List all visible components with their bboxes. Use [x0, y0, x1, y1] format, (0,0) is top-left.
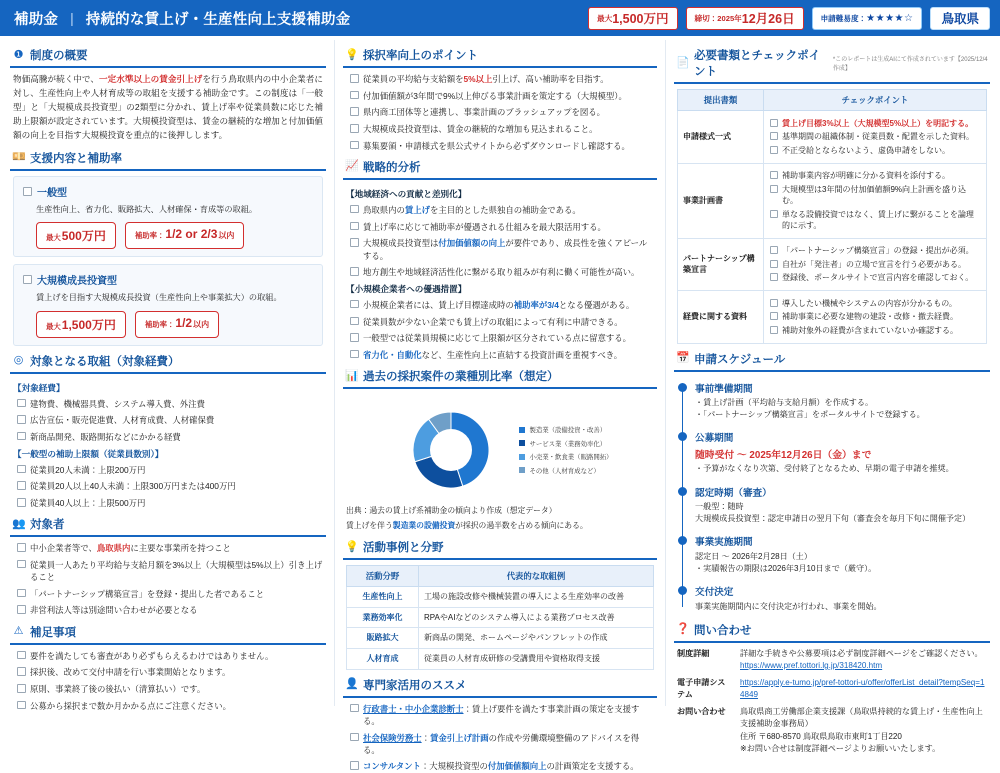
- list-item: [13, 559, 323, 583]
- checkpoint-post: を明記する。: [925, 118, 974, 128]
- step-line: 大規模成長投資型：認定申請日の翌月下旬（審査会を毎月下旬に開催予定）: [695, 514, 971, 524]
- item-pre: 鳥取県内の: [363, 204, 405, 215]
- type-rate-value: 1/2 or 2/3: [165, 227, 218, 242]
- list-item: 建物費、機械器具費、システム導入費、外注費: [13, 398, 323, 410]
- cell-doc: 経費に関する資料: [678, 291, 764, 344]
- type-amount-value: 1,500万円: [61, 317, 116, 332]
- checkpoint-item: 基準期間の組織体制・従業員数・配置を示した資料。: [769, 131, 981, 142]
- checkpoint-item: 登録後、ポータルサイトで宣言内容を確認しておく。: [769, 272, 981, 283]
- list-item: 従業員20人未満：上限200万円: [13, 464, 323, 476]
- notes-header: [10, 624, 326, 645]
- list-item: 原則、事業終了後の後払い（清算払い）です。: [13, 683, 323, 695]
- step-line: ・予算がなくなり次第、受付終了となるため、早期の電子申請を推奨。: [695, 464, 954, 474]
- difficulty-label: 申請難易度：: [820, 13, 867, 23]
- type-rate-value: 1/2: [175, 315, 193, 330]
- type-rate-suffix: 以内: [193, 319, 210, 329]
- examples-table: [346, 565, 654, 669]
- middle-column: [334, 40, 666, 772]
- legend-item: [519, 466, 612, 475]
- program-detail-link[interactable]: https://www.pref.tottori.lg.jp/318420.htm: [740, 660, 883, 670]
- item-post: に主要な事業所を持つこと: [130, 543, 231, 554]
- checkpoint-item: 補助対象外の経費が含まれていないか確認する。: [769, 325, 981, 336]
- table-header-row: [347, 566, 654, 587]
- section-strategy: [343, 159, 657, 361]
- ai-generated-note: *このレポートは生成AIにて作成されています【2025/12/4作成】: [832, 57, 988, 72]
- list-item: [346, 349, 654, 361]
- list-item: 一般型では従業員規模に応じて上限額が区分されている点に留意する。: [346, 332, 654, 344]
- strategy-sub-2: 【小規模企業者への優遇措置】: [346, 283, 467, 294]
- type-rate-badge: [125, 222, 245, 249]
- examples-title: 活動事例と分野: [363, 542, 444, 555]
- support-type-card: [13, 264, 323, 345]
- support-body: [10, 171, 326, 346]
- list-item: 付加価値額が3年間で9%以上伸びる事業計画を策定する（大規模型）。: [346, 90, 654, 102]
- cell-field: 販路拡大: [347, 628, 419, 649]
- support-type-card: [13, 176, 323, 257]
- col-example: 代表的な取組例: [419, 566, 654, 587]
- type-name: 大規模成長投資型: [23, 272, 313, 287]
- item-post: 引上げ、高い補助率を目指す。: [492, 74, 609, 84]
- type-rate-label: 補助率：: [144, 319, 175, 329]
- targets-header: [10, 516, 326, 537]
- item-pre: 「パートナーシップ構築宣言」を登録・提出した者であること: [30, 588, 265, 599]
- cell-points: [764, 163, 987, 238]
- deadline-prefix: 締切：: [694, 13, 718, 23]
- schedule-header: [674, 351, 990, 372]
- list-item: 公募から採択まで数か月かかる点にご注意ください。: [13, 700, 323, 712]
- chart-source-1: 出典：過去の賃上げ系補助金の傾向より作成（想定データ）: [346, 506, 557, 516]
- item-post: の計画策定を支援する。: [546, 761, 639, 772]
- timeline-step: [695, 430, 987, 475]
- documents-title: 必要書類とチェックポイント: [694, 50, 821, 78]
- step-highlight: 随時受付 ～ 2025年12月26日（金）まで: [695, 449, 872, 461]
- cell-example: 新商品の開発、ホームページやパンフレットの作成: [419, 628, 654, 649]
- expert-role: 社会保険労務士: [363, 732, 422, 743]
- tips-header: [343, 47, 657, 68]
- item-highlight: 省力化・自動化: [363, 349, 422, 360]
- item-highlight: 賃上げ: [404, 204, 430, 215]
- list-item: [346, 73, 654, 85]
- list-item: 賃上げ率に応じて補助率が優遇される仕組みを最大限活用する。: [346, 221, 654, 233]
- checkpoint-item: 補助事業内容が明確に分かる資料を添付する。: [769, 170, 981, 181]
- list-item: [13, 604, 323, 616]
- legend-item: [519, 439, 612, 448]
- legend-label: 小売業・飲食業（販路開拓）: [529, 454, 613, 462]
- checkpoint-list: [769, 118, 981, 157]
- type-amount-badge: [36, 222, 116, 249]
- legend-swatch: [519, 467, 525, 473]
- contact-title: 問い合わせ: [694, 624, 752, 637]
- checkpoint-item: 自社が「発注者」の立場で宣言を行う必要がある。: [769, 259, 981, 270]
- cell-field: 人材育成: [347, 649, 419, 670]
- item-pre: 中小企業者等で、: [30, 543, 97, 554]
- support-header: [10, 150, 326, 171]
- table-row: [347, 607, 654, 628]
- type-desc: 賃上げを目指す大規模成長投資（生産性向上や事業拡大）の取組。: [36, 293, 282, 303]
- documents-header: [674, 47, 990, 84]
- step-line: ・賃上げ計画（平均給与支給月額）を作成する。: [695, 398, 874, 408]
- contact-footer: ※お問い合せは制度詳細ページよりお願いいたします。: [740, 743, 941, 753]
- timeline-step: [695, 485, 987, 526]
- e-application-link[interactable]: https://apply.e-tumo.jp/pref-tottori-u/offer/offerList_detail?tempSeq=14849: [740, 678, 985, 700]
- page-title: 持続的な賃上げ・生産性向上支援補助金: [85, 11, 351, 28]
- item-highlight: 付加価値額向上: [487, 761, 547, 772]
- difficulty-chip: [812, 7, 923, 30]
- contact-row: [677, 648, 987, 672]
- checkpoint-item: 大規模型は3年間の付加価値額9%向上計画を盛り込む。: [769, 184, 981, 206]
- item-post: を主目的とした県独自の補助金である。: [430, 204, 581, 215]
- cell-doc: パートナーシップ構築宣言: [678, 238, 764, 291]
- cell-doc: 申請様式一式: [678, 111, 764, 164]
- contact-office: 鳥取県商工労働部企業支援課（鳥取県持続的な賃上げ・生産性向上支援補助金事務局）: [740, 707, 983, 729]
- contact-row: [677, 677, 987, 701]
- support-title: 支援内容と補助率: [30, 152, 122, 165]
- deadline-chip: [686, 7, 804, 30]
- chart-legend: [519, 425, 612, 475]
- item-post: となる優遇がある。: [558, 299, 635, 310]
- item-highlight: 5%以上: [463, 74, 493, 84]
- checkpoint-item: 「パートナーシップ構築宣言」の登録・提出が必須。: [769, 245, 981, 256]
- legend-swatch: [519, 427, 525, 433]
- targets-title: 対象者: [30, 519, 65, 532]
- list-item: 募集要領・申請様式を県公式サイトから必ずダウンロードし確認する。: [346, 140, 654, 152]
- overview-title: 制度の概要: [30, 50, 88, 62]
- table-header-row: [678, 90, 987, 111]
- list-item: 採択後、改めて交付申請を行い事業開始となります。: [13, 666, 323, 678]
- table-row: [678, 291, 987, 344]
- money-icon: 💴: [12, 151, 26, 164]
- strategy-header: [343, 159, 657, 180]
- cell-points: [764, 111, 987, 164]
- item-post: の作成や労働環境整備のアドバイスを得る。: [363, 732, 640, 755]
- donut-chart: [346, 394, 654, 502]
- checkpoint-list: [769, 245, 981, 284]
- list-item: [346, 703, 654, 727]
- prefecture-name: 鳥取県: [941, 12, 979, 26]
- overview-highlight: 一定水準以上の賃金引上げ: [98, 74, 203, 84]
- strategy-list-1: [346, 204, 654, 278]
- list-item: 広告宣伝・販売促進費、人材育成費、人材確保費: [13, 414, 323, 426]
- legend-swatch: [519, 454, 525, 460]
- document-icon: 📄: [676, 56, 690, 69]
- cell-field: 生産性向上: [347, 587, 419, 608]
- contact-header: [674, 622, 990, 643]
- contact-value: [740, 677, 987, 701]
- item-sep: ：: [421, 732, 430, 743]
- contact-value: [740, 706, 987, 755]
- type-badges: [23, 222, 313, 249]
- list-item: 従業員40人以上：上限500万円: [13, 497, 323, 509]
- section-eligible: [10, 353, 326, 510]
- eligible-title: 対象となる取組（対象経費）: [30, 355, 180, 368]
- contact-row: [677, 706, 987, 755]
- contact-value: [740, 648, 987, 672]
- cell-points: [764, 238, 987, 291]
- cell-example: 工場の施設改修や機械装置の導入による生産効率の改善: [419, 587, 654, 608]
- max-amount-chip: [588, 7, 677, 30]
- experts-title: 専門家活用のススメ: [363, 679, 467, 692]
- timeline-step: [695, 534, 987, 575]
- section-tips: [343, 47, 657, 152]
- step-line: 認定日 ～ 2026年2月28日（土）: [695, 551, 812, 561]
- checkpoint-highlight: 賃上げ目標3%以上（大規模型5%以上）: [782, 118, 926, 128]
- type-badges: [23, 311, 313, 338]
- table-row: [347, 587, 654, 608]
- list-item: 要件を満たしても審査があり必ずもらえるわけではありません。: [13, 650, 323, 662]
- prefecture-chip: [930, 7, 990, 30]
- type-rate-label: 補助率：: [134, 231, 165, 241]
- step-line: 事業実施期間内に交付決定が行われ、事業を開始。: [695, 601, 882, 611]
- overview-paragraph: [13, 73, 323, 143]
- overview-header: [10, 47, 326, 68]
- max-amount-value: 1,500万円: [612, 12, 669, 26]
- type-name: 一般型: [23, 184, 313, 199]
- target-icon: ◎: [13, 354, 24, 367]
- item-sep: ：: [420, 761, 430, 772]
- checkpoint-list: [769, 170, 981, 231]
- type-rate-badge: [135, 311, 219, 338]
- table-row: [678, 163, 987, 238]
- section-examples: [343, 539, 657, 669]
- list-item: 従業員数が少ない企業でも賃上げの取組によって有利に申請できる。: [346, 316, 654, 328]
- targets-list: [13, 542, 323, 616]
- tips-body: [343, 68, 657, 152]
- timeline-step: [695, 584, 987, 613]
- source-pre: 賃上げを伴う: [346, 521, 393, 531]
- content-columns: [0, 36, 1000, 772]
- documents-table: [677, 89, 987, 344]
- item-post: が要件であり、成長性を強くアピールする。: [363, 238, 648, 261]
- overview-text-2: を行う鳥取県内の中小企業者に対し、生産性向上や人材育成等の取組を支援する補助金です。この制度は「一般型」と「大規模成長投資型」の2類型に分かれ、賃上げ率や従業員数に応じた補助上限額が設定されています。大規模投資型は、賃金の継続的な増加と付加価値額の向上を目指す大規模投資を重点的に後押しします。: [13, 74, 323, 140]
- table-row: [347, 628, 654, 649]
- type-amount-value: 500万円: [61, 229, 106, 244]
- contact-address: 住所 〒680-8570 鳥取県鳥取市東町1丁目220: [740, 731, 902, 741]
- notes-list: [13, 650, 323, 712]
- list-item: [346, 237, 654, 261]
- timeline-step: [695, 381, 987, 422]
- chart-title: 過去の採択案件の業種別比率（想定）: [363, 371, 559, 384]
- table-row: [347, 649, 654, 670]
- schedule-timeline: [677, 381, 987, 613]
- strategy-list-2: [346, 299, 654, 361]
- legend-item: [519, 425, 612, 434]
- checkpoint-item: 単なる設備投資ではなく、賃上げに繋がることを論理的に示す。: [769, 209, 981, 231]
- max-amount-prefix: 最大: [597, 13, 613, 23]
- left-column: [2, 40, 334, 711]
- overview-body: [10, 68, 326, 143]
- list-item: [13, 542, 323, 554]
- header-separator: |: [70, 10, 74, 26]
- chart-body: [343, 389, 657, 532]
- examples-header: [343, 539, 657, 560]
- step-title: 事前準備期間: [695, 383, 753, 395]
- list-item: [346, 732, 654, 756]
- step-line: 一般型：随時: [695, 502, 744, 512]
- legend-swatch: [519, 440, 525, 446]
- chart-donut-icon: 📊: [345, 369, 359, 382]
- step-line: ・実績報告の期限は2026年3月10日まで（厳守）。: [695, 563, 877, 573]
- legend-label: サービス業（業務効率化）: [529, 440, 607, 448]
- bulb-field-icon: 💡: [345, 540, 359, 553]
- legend-item: [519, 452, 612, 461]
- question-icon: ❓: [676, 623, 690, 636]
- experts-header: [343, 677, 657, 698]
- col-doc: 提出書類: [678, 90, 764, 111]
- section-experts: [343, 677, 657, 773]
- deadline-year: 2025年: [717, 13, 742, 23]
- checkpoint-item: [769, 118, 981, 129]
- item-sep: ：: [463, 703, 472, 714]
- section-overview: [10, 47, 326, 143]
- contact-label: 制度詳細: [677, 648, 710, 658]
- eligible-header: [10, 353, 326, 374]
- contact-label: 電子申請システム: [677, 678, 726, 700]
- item-post: など、生産性向上に直結する投資計画を重視すべき。: [421, 349, 623, 360]
- schedule-title: 申請スケジュール: [694, 353, 786, 366]
- item-pre: 非営利法人等は別途問い合わせが必要となる: [30, 605, 198, 616]
- item-pre: 大規模成長投資型は: [363, 238, 439, 249]
- eligible-list-2: [13, 464, 323, 510]
- chart-line-icon: 📈: [345, 160, 359, 173]
- step-title: 交付決定: [695, 587, 734, 599]
- list-item: 新商品開発、販路開拓などにかかる経費: [13, 431, 323, 443]
- notes-title: 補足事項: [30, 626, 76, 639]
- chart-header: [343, 368, 657, 389]
- cell-doc: 事業計画書: [678, 163, 764, 238]
- eligible-body: [10, 374, 326, 510]
- list-item: 県内商工団体等と連携し、事業計画のブラッシュアップを図る。: [346, 106, 654, 118]
- contact-text: 詳細な手続きや公募要項は必ず制度詳細ページをご確認ください。: [740, 648, 983, 658]
- legend-label: 製造業（設備投資・改善）: [529, 427, 607, 435]
- tips-list: [346, 73, 654, 152]
- tips-title: 採択率向上のポイント: [363, 50, 478, 62]
- section-notes: [10, 624, 326, 712]
- section-documents: [674, 47, 990, 344]
- page-header: [0, 0, 1000, 36]
- col-points: チェックポイント: [764, 90, 987, 111]
- expert-role: 行政書士・中小企業診断士: [363, 703, 464, 714]
- experts-body: [343, 698, 657, 773]
- notes-body: [10, 645, 326, 712]
- experts-list: [346, 703, 654, 773]
- warning-icon: ⚠: [13, 625, 24, 638]
- item-pre: 従業員一人あたり平均給与支給月額を3%以上（大規模型は5%以上）引き上げること: [30, 559, 323, 583]
- type-amount-badge: [36, 311, 126, 338]
- schedule-body: [674, 372, 990, 613]
- section-targets: [10, 516, 326, 616]
- item-highlight: 補助率が3/4: [513, 299, 559, 310]
- list-item: 大規模成長投資型は、賃金の継続的な増加も見込まれること。: [346, 123, 654, 135]
- list-item: [346, 204, 654, 216]
- item-pre: 賃上げ要件を満たす事業計画の策定を支援する。: [363, 703, 640, 726]
- step-line: ・「パートナーシップ構築宣言」をポータルサイトで登録する。: [695, 410, 925, 420]
- col-field: 活動分野: [347, 566, 419, 587]
- list-item: [13, 588, 323, 600]
- list-item: [346, 760, 654, 772]
- overview-text-1: 物価高騰が続く中で、: [13, 74, 99, 84]
- difficulty-stars: ★★★★☆: [866, 12, 914, 24]
- person-icon: 👤: [345, 678, 359, 691]
- step-title: 事業実施期間: [695, 537, 753, 549]
- info-icon: ❶: [13, 48, 24, 61]
- section-chart: [343, 368, 657, 532]
- checkpoint-item: 導入したい機械やシステムの内容が分かるもの。: [769, 298, 981, 309]
- type-amount-prefix: 最大: [46, 321, 61, 331]
- calendar-icon: 📅: [676, 352, 690, 365]
- item-highlight: 付加価値額の向上: [438, 238, 506, 249]
- donut-svg: [387, 400, 515, 500]
- chart-source-2: [346, 520, 654, 532]
- item-pre: 従業員の平均給与支給額を: [363, 74, 464, 84]
- item-highlight: 鳥取県内: [96, 543, 131, 554]
- step-title: 公募期間: [695, 433, 734, 445]
- cell-example: RPAやAIなどのシステム導入による業務プロセス改善: [419, 607, 654, 628]
- type-desc: 生産性向上、省力化、販路拡大、人材確保・育成等の取組。: [36, 204, 258, 214]
- list-item: 従業員20人以上40人未満：上限300万円または400万円: [13, 480, 323, 492]
- contact-label: お問い合わせ: [677, 707, 726, 717]
- cell-points: [764, 291, 987, 344]
- table-row: [678, 111, 987, 164]
- examples-body: [343, 560, 657, 669]
- legend-label: その他（人材育成など）: [529, 467, 600, 475]
- documents-body: [674, 84, 990, 344]
- expert-role: コンサルタント: [363, 761, 421, 772]
- table-row: [678, 238, 987, 291]
- checkpoint-item: 不正受給とならないよう、虚偽申請をしない。: [769, 145, 981, 156]
- step-title: 認定時期（審査）: [695, 487, 772, 499]
- deadline-value: 12月26日: [741, 12, 795, 26]
- eligible-sub-2: 【一般型の補助上限額（従業員数別）】: [13, 448, 164, 459]
- strategy-title: 戦略的分析: [363, 161, 421, 174]
- right-column: [666, 40, 998, 753]
- targets-body: [10, 537, 326, 616]
- eligible-sub-1: 【対象経費】: [13, 382, 65, 393]
- item-highlight: 賃金引上げ計画: [430, 732, 489, 743]
- contact-body: [674, 643, 990, 755]
- item-pre: 小規模企業者には、賃上げ目標達成時の: [363, 299, 514, 310]
- strategy-sub-1: 【地域経済への貢献と差別化】: [346, 188, 467, 199]
- list-item: 地方創生や地域経済活性化に繋がる取り組みが有利に働く可能性が高い。: [346, 266, 654, 278]
- section-contact: [674, 622, 990, 755]
- cell-example: 従業員の人材育成研修の受講費用や資格取得支援: [419, 649, 654, 670]
- item-pre: 大規模投資型の: [429, 761, 488, 772]
- source-highlight: 製造業の設備投資: [392, 521, 456, 531]
- list-item: [346, 299, 654, 311]
- people-icon: 👥: [12, 517, 26, 530]
- strategy-body: [343, 180, 657, 361]
- checkpoint-list: [769, 298, 981, 337]
- lightbulb-icon: 💡: [345, 48, 359, 61]
- checkpoint-item: 補助事業に必要な建物の建設・改修・撤去経費。: [769, 311, 981, 322]
- header-label: 補助金: [14, 11, 59, 28]
- cell-field: 業務効率化: [347, 607, 419, 628]
- eligible-list-1: [13, 398, 323, 444]
- type-rate-suffix: 以内: [218, 231, 235, 241]
- section-schedule: [674, 351, 990, 613]
- type-amount-prefix: 最大: [46, 233, 61, 243]
- section-support: [10, 150, 326, 346]
- source-post: が採択の過半数を占める傾向にある。: [455, 521, 588, 531]
